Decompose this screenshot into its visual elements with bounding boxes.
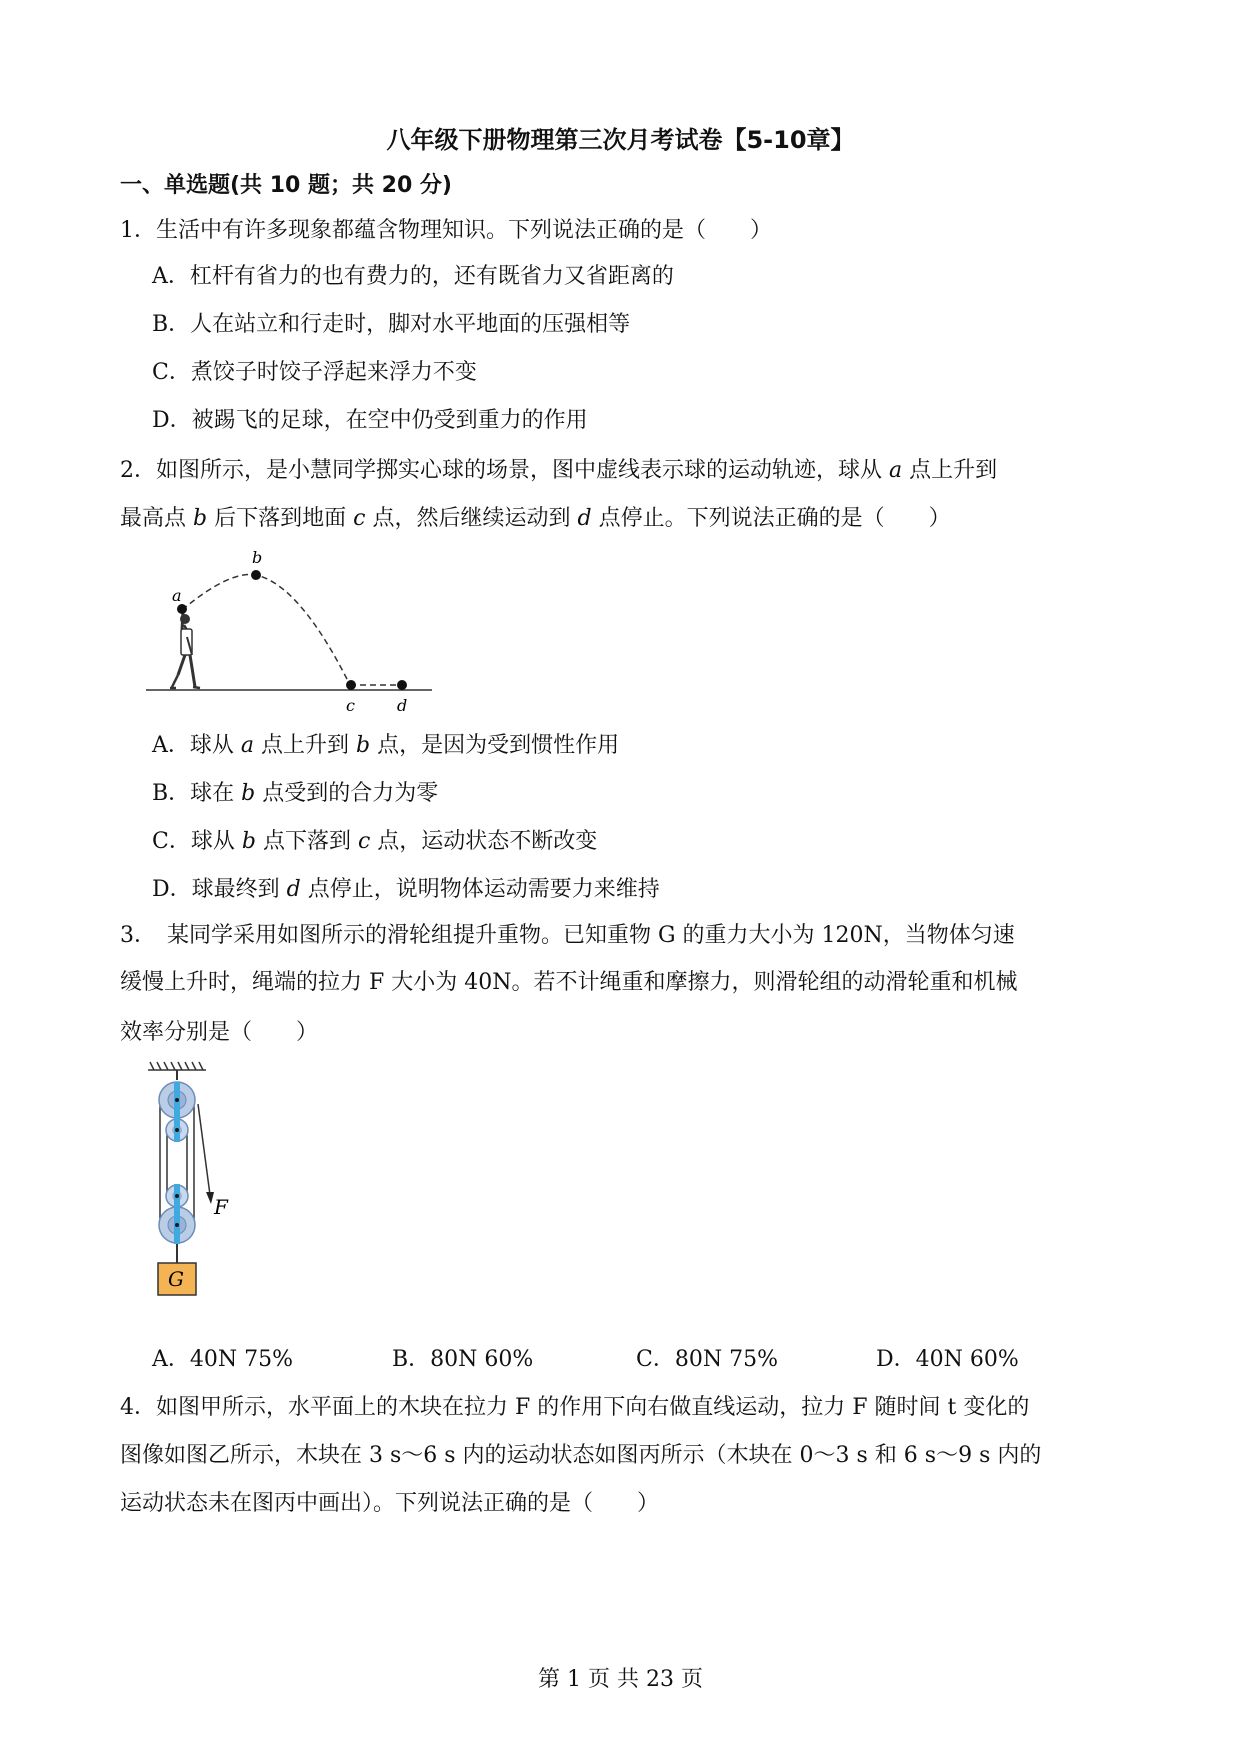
label-F: F	[214, 1195, 228, 1219]
q2-option-d: D．球最终到 d 点停止，说明物体运动需要力来维持	[152, 877, 660, 902]
q3-option-c: C．80N 75%	[636, 1347, 778, 1372]
q1-option-a: A．杠杆有省力的也有费力的，还有既省力又省距离的	[152, 264, 674, 289]
q1-stem: 1．生活中有许多现象都蕴含物理知识。下列说法正确的是（ ）	[120, 218, 772, 243]
label-c: c	[346, 696, 355, 715]
q4-stem-line3: 运动状态未在图丙中画出）。下列说法正确的是（ ）	[120, 1491, 660, 1516]
force-arrow-head	[206, 1192, 214, 1204]
q3-stem-line2: 缓慢上升时，绳端的拉力 F 大小为 40N。若不计绳重和摩擦力，则滑轮组的动滑轮重和机械	[120, 970, 1018, 995]
q2-stem-line1: 2．如图所示，是小慧同学掷实心球的场景，图中虚线表示球的运动轨迹，球从 a 点上升到	[120, 458, 998, 483]
ball-point-a	[177, 604, 187, 614]
q3-option-b: B．80N 60%	[392, 1347, 534, 1372]
pulley-frame-upper	[174, 1082, 180, 1142]
q2-figure-ball-trajectory	[140, 545, 440, 715]
section-heading: 一、单选题(共 10 题；共 20 分)	[120, 173, 452, 198]
label-a: a	[172, 586, 182, 605]
pulley-frame-lower	[174, 1184, 180, 1244]
athlete-figure	[170, 611, 200, 688]
q2-option-a: A．球从 a 点上升到 b 点，是因为受到惯性作用	[152, 733, 620, 758]
q4-stem-line2: 图像如图乙所示，木块在 3 s～6 s 内的运动状态如图丙所示（木块在 0～3 s 和 6 s～9 s 内的	[120, 1443, 1042, 1468]
q3-stem-line3: 效率分别是（ ）	[120, 1020, 319, 1045]
q2-stem-line2: 最高点 b 后下落到地面 c 点，然后继续运动到 d 点停止。下列说法正确的是（ ）	[120, 506, 951, 531]
page-title: 八年级下册物理第三次月考试卷【5-10章】	[386, 126, 855, 154]
q1-option-b: B．人在站立和行走时，脚对水平地面的压强相等	[152, 312, 631, 337]
label-b: b	[252, 548, 263, 567]
q3-figure-pulley-system	[140, 1060, 260, 1310]
trajectory-path	[182, 574, 350, 685]
q3-option-d: D．40N 60%	[876, 1347, 1019, 1372]
q1-option-c: C．煮饺子时饺子浮起来浮力不变	[152, 360, 477, 385]
q3-stem-line1: 3． 某同学采用如图所示的滑轮组提升重物。已知重物 G 的重力大小为 120N，当物体匀速	[120, 923, 1015, 948]
q3-option-a: A．40N 75%	[152, 1347, 294, 1372]
q4-stem-line1: 4．如图甲所示，水平面上的木块在拉力 F 的作用下向右做直线运动，拉力 F 随时间 t 变化的	[120, 1395, 1030, 1420]
q1-option-d: D．被踢飞的足球，在空中仍受到重力的作用	[152, 408, 588, 433]
page-footer: 第 1 页 共 23 页	[538, 1667, 703, 1692]
q2-option-c: C．球从 b 点下落到 c 点，运动状态不断改变	[152, 829, 598, 854]
label-d: d	[397, 696, 408, 715]
ceiling-hatch	[148, 1062, 206, 1070]
ball-point-c	[346, 680, 356, 690]
ball-point-d	[397, 680, 407, 690]
ball-point-b	[251, 570, 261, 580]
q2-option-b: B．球在 b 点受到的合力为零	[152, 781, 439, 806]
q3-options-row	[152, 1345, 1112, 1375]
label-G: G	[168, 1267, 184, 1291]
